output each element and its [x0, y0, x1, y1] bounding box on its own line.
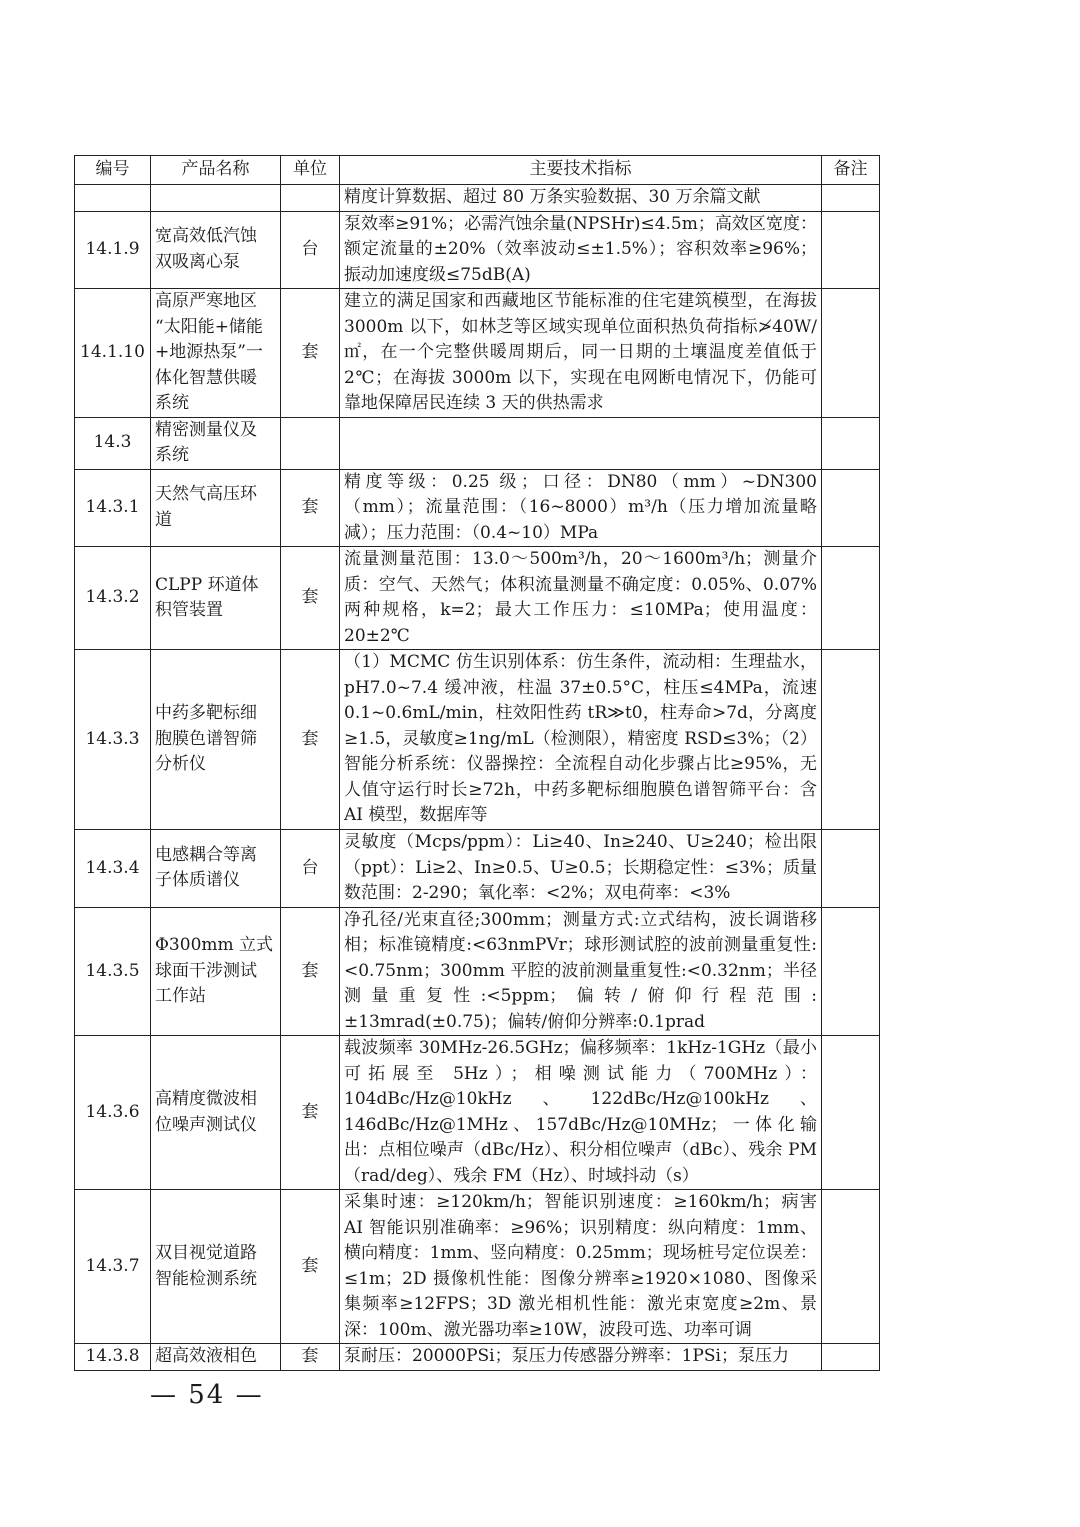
table-row — [75, 907, 880, 1036]
table-row — [75, 547, 880, 650]
cell-name: CLPP 环道体 积管装置 — [151, 547, 281, 650]
cell-name: 高原严寒地区 “太阳能+储能 +地源热泵”一 体化智慧供暖 系统 — [151, 289, 281, 418]
table-row — [75, 289, 880, 418]
cell-spec: 精度计算数据、超过 80 万条实验数据、30 万余篇文献 — [340, 185, 822, 212]
cell-id: 14.3.3 — [75, 650, 151, 830]
header-id: 编号 — [75, 156, 151, 185]
cell-note — [822, 1036, 880, 1190]
cell-spec: 建立的满足国家和西藏地区节能标准的住宅建筑模型，在海拔 3000m 以下，如林芝等区域实现单位面积热负荷指标≯40W/㎡，在一个完整供暖周期后，同一日期的土壤温度差值低于 2℃；在海拔 3000m 以下，实现在电网断电情况下，仍能可靠地保障居民连续 3 天的供热需求 — [340, 289, 822, 418]
cell-note — [822, 1344, 880, 1371]
cell-note — [822, 830, 880, 908]
cell-unit: 套 — [281, 650, 340, 830]
cell-name: Φ300mm 立式 球面干涉测试 工作站 — [151, 907, 281, 1036]
cell-name: 高精度微波相 位噪声测试仪 — [151, 1036, 281, 1190]
cell-note — [822, 417, 880, 469]
cell-id: 14.3.5 — [75, 907, 151, 1036]
table-row — [75, 417, 880, 469]
table-row — [75, 469, 880, 547]
cell-note — [822, 650, 880, 830]
cell-name: 中药多靶标细 胞膜色谱智筛 分析仪 — [151, 650, 281, 830]
cell-id — [75, 185, 151, 212]
cell-spec: 流量测量范围：13.0～500m³/h，20～1600m³/h；测量介质：空气、天然气；体积流量测量不确定度：0.05%、0.07% 两种规格，k=2；最大工作压力：≤10MPa；使用温度：20±2℃ — [340, 547, 822, 650]
cell-id: 14.3.4 — [75, 830, 151, 908]
table-row — [75, 1344, 880, 1371]
cell-id: 14.3.8 — [75, 1344, 151, 1371]
spec-table — [74, 155, 880, 1371]
cell-spec: 泵耐压：20000PSi；泵压力传感器分辨率：1PSi；泵压力 — [340, 1344, 822, 1371]
header-unit: 单位 — [281, 156, 340, 185]
cell-id: 14.3.6 — [75, 1036, 151, 1190]
cell-id: 14.3 — [75, 417, 151, 469]
cell-note — [822, 547, 880, 650]
table-row — [75, 1036, 880, 1190]
cell-name: 天然气高压环 道 — [151, 469, 281, 547]
cell-id: 14.3.1 — [75, 469, 151, 547]
cell-name — [151, 185, 281, 212]
header-note: 备注 — [822, 156, 880, 185]
cell-note — [822, 185, 880, 212]
header-name: 产品名称 — [151, 156, 281, 185]
cell-note — [822, 907, 880, 1036]
cell-unit: 套 — [281, 547, 340, 650]
cell-name: 宽高效低汽蚀 双吸离心泵 — [151, 211, 281, 289]
cell-note — [822, 469, 880, 547]
cell-spec: 泵效率≥91%；必需汽蚀余量(NPSHr)≤4.5m；高效区宽度：额定流量的±20%（效率波动≤±1.5%）；容积效率≥96%；振动加速度级≤75dB(A) — [340, 211, 822, 289]
cell-id: 14.3.7 — [75, 1190, 151, 1344]
cell-id: 14.3.2 — [75, 547, 151, 650]
cell-id: 14.1.10 — [75, 289, 151, 418]
cell-spec — [340, 417, 822, 469]
cell-unit: 套 — [281, 469, 340, 547]
cell-name: 双目视觉道路 智能检测系统 — [151, 1190, 281, 1344]
table-header-row — [75, 156, 880, 185]
cell-name: 超高效液相色 — [151, 1344, 281, 1371]
cell-unit: 套 — [281, 1344, 340, 1371]
cell-unit: 套 — [281, 1036, 340, 1190]
table-row — [75, 650, 880, 830]
cell-unit: 套 — [281, 289, 340, 418]
cell-note — [822, 211, 880, 289]
cell-note — [822, 289, 880, 418]
cell-unit — [281, 185, 340, 212]
header-spec: 主要技术指标 — [340, 156, 822, 185]
cell-unit: 套 — [281, 1190, 340, 1344]
cell-spec: 净孔径/光束直径;300mm；测量方式:立式结构，波长调谐移相；标准镜精度:<63nmPVr；球形测试腔的波前测量重复性:<0.75nm；300mm 平腔的波前测量重复性:<0.32nm；半径测量重复性:<5ppm；偏转/俯仰行程范围:±13mrad(±0.75)；偏转/俯仰分辨率:0.1prad — [340, 907, 822, 1036]
cell-unit — [281, 417, 340, 469]
cell-unit: 台 — [281, 211, 340, 289]
cell-spec: 载波频率 30MHz-26.5GHz；偏移频率：1kHz-1GHz（最小可拓展至 5Hz）；相噪测试能力（700MHz）：104dBc/Hz@10kHz、122dBc/Hz@100kHz、146dBc/Hz@1MHz、157dBc/Hz@10MHz；一体化输出：点相位噪声（dBc/Hz）、积分相位噪声（dBc）、残余 PM（rad/deg）、残余 FM（Hz）、时域抖动（s） — [340, 1036, 822, 1190]
cell-spec: 灵敏度（Mcps/ppm）：Li≥40、In≥240、U≥240；检出限（ppt）：Li≥2、In≥0.5、U≥0.5；长期稳定性：≤3%；质量数范围：2-290；氧化率：<2%；双电荷率：<3% — [340, 830, 822, 908]
table-row — [75, 1190, 880, 1344]
cell-name: 电感耦合等离 子体质谱仪 — [151, 830, 281, 908]
cell-unit: 台 — [281, 830, 340, 908]
cell-id: 14.1.9 — [75, 211, 151, 289]
table-row — [75, 830, 880, 908]
table-row — [75, 211, 880, 289]
cell-spec: （1）MCMC 仿生识别体系：仿生条件，流动相：生理盐水，pH7.0~7.4 缓冲液，柱温 37±0.5°C，柱压≤4MPa，流速 0.1~0.6mL/min，柱效阳性药 tR≫t0，柱寿命>7d，分离度≥1.5，灵敏度≥1ng/mL（检测限），精密度 RSD≤3%；（2）智能分析系统：仪器操控：全流程自动化步骤占比≥95%，无人值守运行时长≥72h，中药多靶标细胞膜色谱智筛平台：含 AI 模型，数据库等 — [340, 650, 822, 830]
cell-spec: 精度等级：0.25 级；口径：DN80（mm）~DN300（mm）；流量范围：（16~8000）m³/h（压力增加流量略减）；压力范围：（0.4~10）MPa — [340, 469, 822, 547]
page-number: — 54 — — [150, 1380, 264, 1410]
cell-spec: 采集时速：≥120km/h；智能识别速度：≥160km/h；病害 AI 智能识别准确率：≥96%；识别精度：纵向精度：1mm、横向精度：1mm、竖向精度：0.25mm；现场桩号定位误差：≤1m；2D 摄像机性能：图像分辨率≥1920×1080、图像采集频率≥12FPS；3D 激光相机性能：激光束宽度≥2m、景深：100m、激光器功率≥10W，波段可选、功率可调 — [340, 1190, 822, 1344]
cell-note — [822, 1190, 880, 1344]
cell-name: 精密测量仪及 系统 — [151, 417, 281, 469]
table-row — [75, 185, 880, 212]
cell-unit: 套 — [281, 907, 340, 1036]
